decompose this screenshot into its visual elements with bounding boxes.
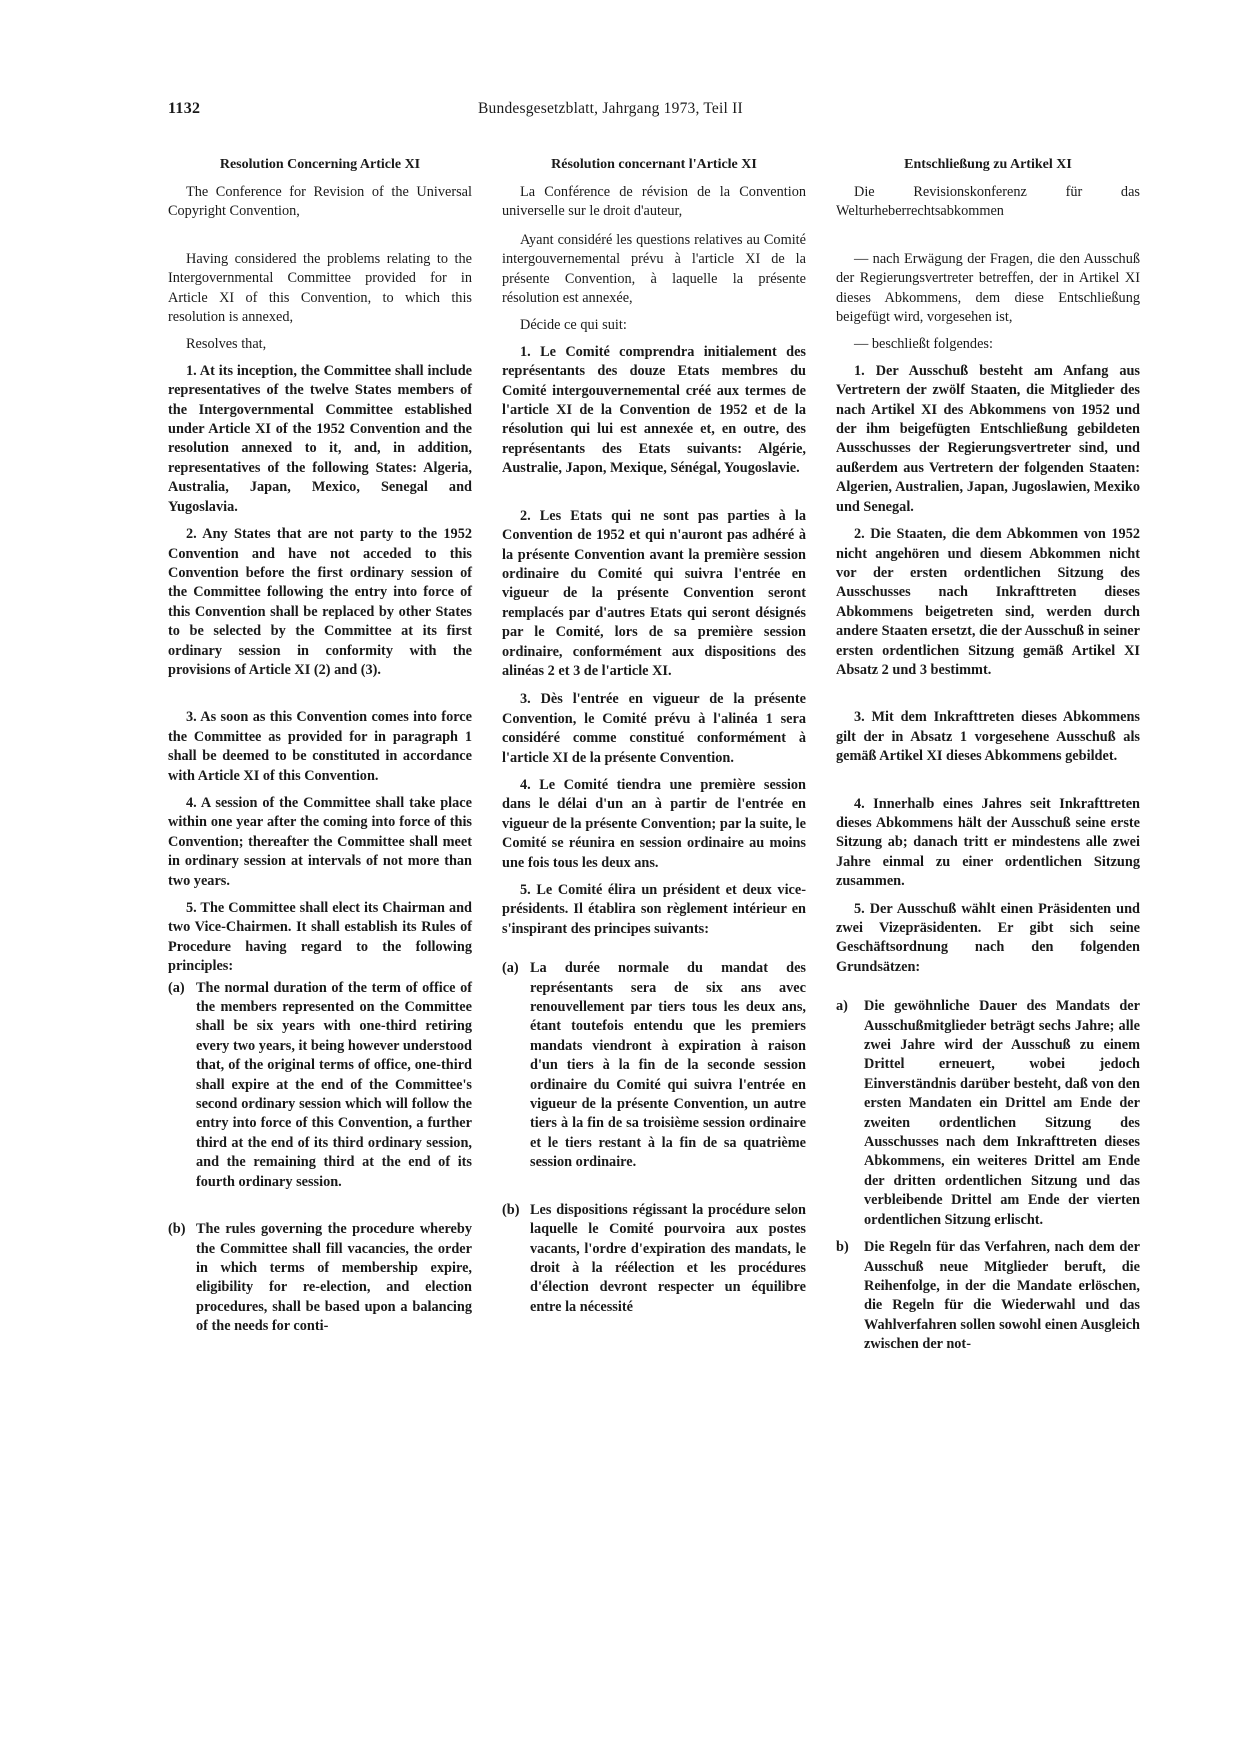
french-paragraph-5: 5. Le Comité élira un président et deux vice-présidents. Il établira son règlement intérieur en s'inspirant des principes suivants: (502, 882, 806, 937)
page-number: 1132 (168, 100, 201, 117)
german-column (836, 155, 1140, 1355)
german-item-b (836, 1238, 1140, 1354)
english-item-a-text: The normal duration of the term of office of the members represented on the Committee shall be six years with one-third retiring every two years, it being however understood that, of the original terms of office, one-third shall expire at the end of the Committee's second ordinary session which will follow the entry into force of this Convention, a further third at the end of its third ordinary session, and the remaining third at the end of its fourth ordinary session. (196, 979, 472, 1190)
german-resolves: — beschließt folgendes: (854, 336, 993, 353)
german-item-a (836, 997, 1140, 1230)
english-item-b-text: The rules governing the procedure whereby the Committee shall fill vacancies, the order in which terms of membership expire, eligibility for re-election, and election procedures, shall be based upon a balancing of the needs for conti- (196, 1221, 472, 1335)
german-paragraph-2: 2. Die Staaten, die dem Abkommen von 1952 nicht angehören und diesem Abkommen nicht vor der ersten ordentlichen Sitzung des Ausschusses nach Inkrafttreten dieses Abkommens beigetreten sind, werden durch andere Staaten ersetzt, die der Ausschuß in seiner ersten ordentlichen Sitzung gemäß Artikel XI Absatz 2 und 3 bestimmt. (836, 526, 1140, 678)
english-resolves: Resolves that, (186, 336, 267, 353)
english-paragraph-1: 1. At its inception, the Committee shall include representatives of the twelve States members of the Intergovernmental Committee established under Article XI of the 1952 Convention and the resolution annexed to it, and, in addition, representatives of the following States: Algeria, Australia, Japan, Mexico, Senegal and Yugoslavia. (168, 362, 472, 515)
page-header (168, 100, 843, 122)
english-paragraph-5: 5. The Committee shall elect its Chairman and two Vice-Chairmen. It shall establish its Rules of Procedure having regard to the following principles: (168, 900, 472, 975)
german-paragraph-1: 1. Der Ausschuß besteht am Anfang aus Vertretern der zwölf Staaten, die Mitglieder des nach Artikel XI des Abkommens von 1952 und der ihm beigefügten Entschließung gebildeten Ausschusses der Regierungsvertreter sind, und außerdem aus Vertretern der folgenden Staaten: Algerien, Australien, Japan, Jugoslawien, Mexiko und Senegal. (836, 362, 1140, 515)
french-paragraph-3: 3. Dès l'entrée en vigueur de la présente Convention, le Comité prévu à l'alinéa 1 sera considéré comme constitué conformément à l'article XI de la présente Convention. (502, 691, 806, 766)
english-paragraph-2: 2. Any States that are not party to the 1952 Convention and have not acceded to this Convention before the first ordinary session of the Committee following the entry into force of this Convention shall be replaced by other States to be selected by the Committee at its first ordinary session in conformity with the provisions of Article XI (2) and (3). (168, 526, 472, 678)
english-title: Resolution Concerning Article XI (219, 157, 421, 172)
german-paragraph-3: 3. Mit dem Inkrafttreten dieses Abkommens gilt der in Absatz 1 vorgesehene Ausschuß als gemäß Artikel XI dieses Abkommens gebildet. (836, 709, 1140, 765)
french-item-a (502, 959, 806, 1172)
english-intro: The Conference for Revision of the Universal Copyright Convention, (168, 184, 472, 220)
french-item-b-text: Les dispositions régissant la procédure selon laquelle le Comité pourvoira aux postes vacants, l'ordre d'expiration des mandats, le droit à la réélection et les procédures d'élection devront respecter un équilibre entre la nécessité (530, 1201, 806, 1315)
french-item-a-text: La durée normale du mandat des représentants sera de six ans avec renouvellement par tiers tous les deux ans, étant toutefois entendu que les premiers mandats viendront à expiration à raison d'un tiers à la fin de la seconde session ordinaire du Comité qui suivra l'entrée en vigueur de la présente Convention, un autre tiers à la fin de sa troisième session ordinaire et le tiers restant à la fin de sa quatrième session ordinaire. (530, 960, 806, 1171)
french-title: Résolution concernant l'Article XI (551, 157, 757, 172)
german-paragraph-4: 4. Innerhalb eines Jahres seit Inkrafttreten dieses Abkommens hält der Ausschuß seine erste Sitzung ab; danach tritt er mindestens alle zwei Jahre einmal zu einer ordentlichen Sitzung zusammen. (836, 795, 1140, 890)
french-intro: La Conférence de révision de la Convention universelle sur le droit d'auteur, (502, 184, 806, 220)
german-preamble: — nach Erwägung der Fragen, die den Ausschuß der Regierungsvertreter betreffen, der in Artikel XI dieses Abkommens, dem diese Entschließung beigefügt wird, vorgesehen ist, (836, 250, 1140, 326)
french-item-b (502, 1201, 806, 1317)
german-paragraph-5: 5. Der Ausschuß wählt einen Präsidenten und zwei Vizepräsidenten. Er gibt sich seine Geschäftsordnung nach den folgenden Grundsätzen: (836, 900, 1140, 975)
french-column (502, 155, 806, 1317)
german-item-a-label: a) (836, 998, 848, 1015)
english-item-b-label: (b) (168, 1221, 186, 1238)
french-preamble: Ayant considéré les questions relatives au Comité intergouvernemental prévu à l'article XI de la présente Convention, à laquelle la présente résolution est annexée, (502, 231, 806, 307)
french-paragraph-2: 2. Les Etats qui ne sont pas parties à la Convention de 1952 et qui n'auront pas adhéré à la présente Convention avant la première session ordinaire du Comité qui suivra l'entrée en vigueur de la présente Convention seront remplacés par d'autres Etats qui seront désignés par le Comité, lors de sa première session ordinaire, conformément aux dispositions des alinéas 2 et 3 de l'article XI. (502, 507, 806, 679)
english-paragraph-3: 3. As soon as this Convention comes into force the Committee as provided for in paragraph 1 shall be deemed to be constituted in accordance with Article XI of this Convention. (168, 709, 472, 784)
english-item-a-label: (a) (168, 979, 185, 996)
english-paragraph-4: 4. A session of the Committee shall take place within one year after the coming into force of this Convention; thereafter the Committee shall meet in ordinary session at intervals of not more than two years. (168, 794, 472, 889)
german-item-a-text: Die gewöhnliche Dauer des Mandats der Ausschußmitglieder beträgt sechs Jahre; alle zwei Jahre wird der Ausschuß zu einem Drittel erneuert, wobei jedoch Einverständnis darüber besteht, daß von den ersten Mandaten ein Drittel am Ende der zweiten ordentlichen Sitzung des Ausschusses nach dem Inkrafttreten dieses Abkommens, ein weiteres Drittel am Ende der dritten ordentlichen Sitzung und das verbleibende Drittel am Ende der vierten ordentlichen Sitzung erlischt. (864, 998, 1140, 1228)
journal-title: Bundesgesetzblatt, Jahrgang 1973, Teil II (478, 100, 743, 117)
french-resolves: Décide ce qui suit: (520, 317, 627, 334)
english-item-b (168, 1220, 472, 1336)
german-intro: Die Revisionskonferenz für das Welturheberrechtsabkommen (836, 184, 1140, 220)
french-paragraph-4: 4. Le Comité tiendra une première session dans le délai d'un an à partir de l'entrée en vigueur de la présente Convention; par la suite, le Comité se réunira en session ordinaire au moins une fois tous les deux ans. (502, 776, 806, 871)
english-column (168, 155, 472, 1337)
french-item-a-label: (a) (502, 960, 519, 977)
german-item-b-label: b) (836, 1239, 849, 1256)
english-item-a (168, 979, 472, 1192)
french-paragraph-1: 1. Le Comité comprendra initialement des représentants des douze Etats membres du Comité intergouvernemental créé aux termes de l'article XI de la Convention de 1952 et de la résolution qui lui est annexée et, en outre, des représentants des Etats suivants: Algérie, Australie, Japon, Mexique, Sénégal, Yougoslavie. (502, 343, 806, 477)
german-item-b-text: Die Regeln für das Verfahren, nach dem der Ausschuß neue Mitglieder beruft, die Reihenfolge, in der die Mandate erlöschen, die Regeln für die Wiederwahl und das Wahlverfahren sollen sowohl einen Ausgleich zwischen der not- (864, 1239, 1140, 1353)
french-item-b-label: (b) (502, 1201, 520, 1218)
german-title: Entschließung zu Artikel XI (904, 157, 1072, 172)
english-preamble: Having considered the problems relating to the Intergovernmental Committee provided for in Article XI of this Convention, to which this resolution is annexed, (168, 250, 472, 326)
